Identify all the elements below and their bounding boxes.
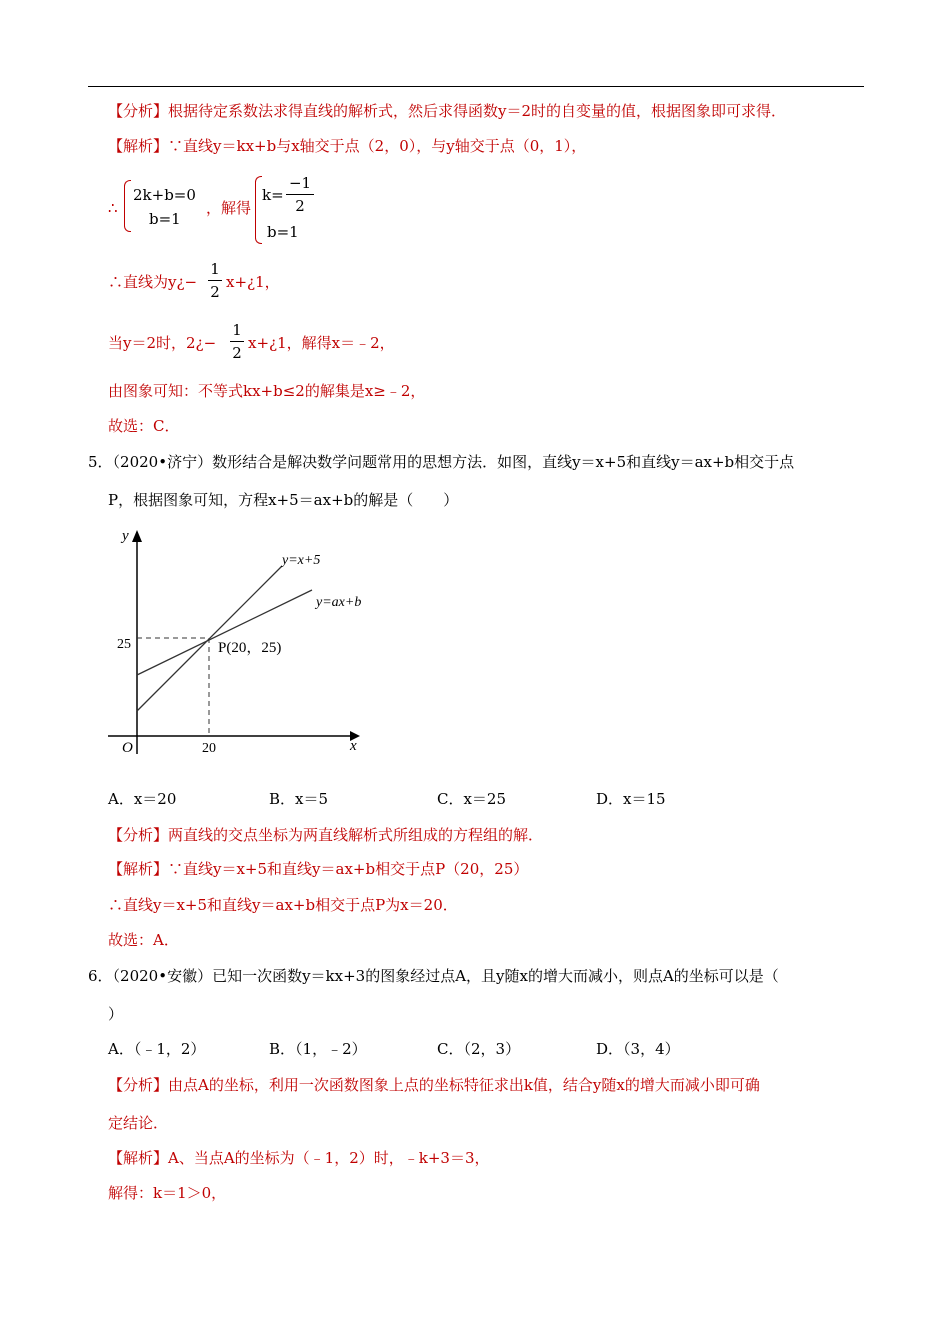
solve-text: ，解得 — [206, 199, 252, 217]
solution-b: b=1 — [267, 223, 299, 241]
header-rule — [88, 86, 864, 87]
line-frac-den: 2 — [210, 283, 220, 301]
q6-solution-line2: 解得：k＝1＞0， — [108, 1184, 227, 1202]
solution-k: k= — [262, 186, 284, 204]
k-numerator: −1 — [288, 174, 312, 192]
when-frac-num: 1 — [232, 321, 242, 339]
q4-conclusion: 由图象可知：不等式kx+b≤2的解集是x≥﹣2， — [108, 382, 426, 400]
x-tick-20: 20 — [202, 741, 216, 756]
q5-option-c[interactable]: C．x＝25 — [437, 790, 507, 808]
q5-stem-line2: P，根据图象可知，方程x+5＝ax+b的解是（ ） — [108, 491, 459, 509]
q5-graph — [100, 522, 375, 762]
q6-option-d[interactable]: D．（3，4） — [596, 1040, 680, 1058]
k-denominator: 2 — [295, 197, 305, 215]
line-y-ax-plus-b — [137, 590, 312, 675]
line-frac-bar — [208, 280, 222, 281]
when-frac-bar — [230, 341, 244, 342]
left-brace-2 — [255, 176, 262, 244]
y-axis-label: y — [122, 528, 129, 544]
q6-analysis-line2: 定结论． — [108, 1114, 169, 1132]
point-p-label: P(20，25) — [218, 640, 282, 656]
q5-answer: 故选：A． — [108, 931, 179, 949]
line2-label: y=ax+b — [316, 595, 362, 610]
line1-label: y=x+5 — [282, 553, 321, 568]
q6-stem-line2: ） — [108, 1005, 124, 1023]
q5-option-a[interactable]: A．x＝20 — [108, 790, 177, 808]
when-frac-den: 2 — [232, 344, 242, 362]
q4-solution-line1: 【解析】∵直线y＝kx+b与x轴交于点（2，0），与y轴交于点（0，1）， — [108, 137, 587, 155]
system-eq1: 2k+b=0 — [133, 186, 196, 204]
q5-stem-line1: 5．（2020•济宁）数形结合是解决数学问题常用的思想方法．如图，直线y＝x+5和直线y＝ax+b相交于点 — [88, 453, 795, 471]
k-fraction-bar — [286, 194, 314, 195]
q4-answer: 故选：C． — [108, 417, 180, 435]
q5-solution-line1: 【解析】∵直线y＝x+5和直线y＝ax+b相交于点P（20，25） — [108, 860, 529, 878]
x-axis-label: x — [350, 738, 357, 754]
q6-stem-line1: 6．（2020•安徽）已知一次函数y＝kx+3的图象经过点A，且y随x的增大而减小，则点A的坐标可以是（ — [88, 967, 779, 985]
q6-analysis-line1: 【分析】由点A的坐标，利用一次函数图象上点的坐标特征求出k值，结合y随x的增大而减小即可确 — [108, 1076, 760, 1094]
q6-option-c[interactable]: C．（2，3） — [437, 1040, 521, 1058]
when-expr-pre: 当y＝2时，2¿− — [108, 334, 217, 352]
system-eq2: b=1 — [149, 210, 181, 228]
when-expr-post: x+¿1，解得x＝﹣2， — [248, 334, 395, 352]
q4-analysis: 【分析】根据待定系数法求得直线的解析式，然后求得函数y＝2时的自变量的值，根据图象即可求得． — [108, 102, 787, 120]
line-expr-post: x+¿1， — [226, 273, 280, 291]
q5-option-b[interactable]: B．x＝5 — [269, 790, 329, 808]
q6-option-b[interactable]: B．（1，﹣2） — [269, 1040, 367, 1058]
q6-option-a[interactable]: A．（﹣1，2） — [108, 1040, 206, 1058]
line-frac-num: 1 — [210, 260, 220, 278]
q5-option-d[interactable]: D．x＝15 — [596, 790, 666, 808]
origin-label: O — [122, 740, 133, 756]
therefore-symbol: ∴ — [108, 199, 118, 217]
y-axis-arrow — [132, 530, 142, 542]
y-tick-25: 25 — [117, 637, 131, 652]
q5-solution-line2: ∴直线y＝x+5和直线y＝ax+b相交于点P为x＝20． — [108, 896, 458, 914]
q5-analysis: 【分析】两直线的交点坐标为两直线解析式所组成的方程组的解． — [108, 826, 544, 844]
q6-solution-line1: 【解析】A、当点A的坐标为（﹣1，2）时，﹣k+3＝3， — [108, 1149, 490, 1167]
left-brace-1 — [124, 180, 131, 232]
line-expr-pre: ∴直线为y¿− — [108, 273, 198, 291]
